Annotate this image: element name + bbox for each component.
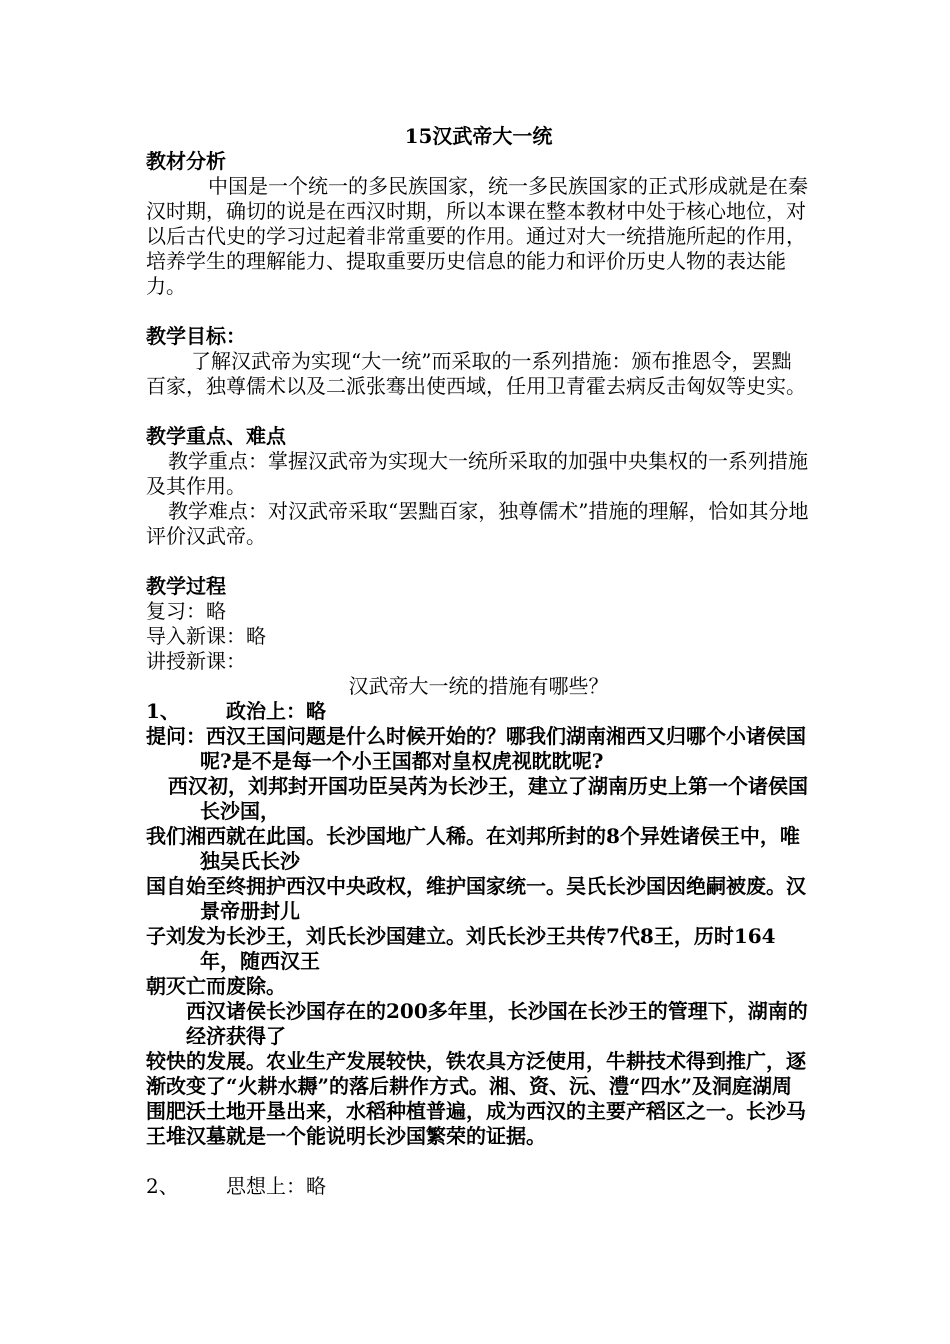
item-1 — [146, 699, 811, 724]
question-line: 汉武帝大一统的措施有哪些？ — [348, 674, 609, 698]
difficulty-paragraph: 教学难点：对汉武帝采取“罢黜百家，独尊儒术”措施的理解，恰如其分地评价汉武帝。 — [146, 499, 809, 548]
ask-paragraph: 提问：西汉王国问题是什么时候开始的？哪我们湖南湘西又归哪个小诸侯国呢?是不是每一个小王国都对皇权虎视眈眈呢? — [146, 724, 806, 773]
economy-paragraph: 较快的发展。农业生产发展较快，铁农具方泛使用，牛耕技术得到推广，逐渐改变了“火耕水耨”的落后耕作方式。湘、资、沅、澧“四水”及洞庭湖周围肥沃土地开垦出来，水稻种植普遍，成为西汉的主要产稻区之一。长沙马王堆汉墓就是一个能说明长沙国繁荣的证据。 — [146, 1049, 806, 1148]
history-line-1: 西汉初，刘邦封开国功臣吴芮为长沙王，建立了湖南历史上第一个诸侯国长沙国， — [168, 774, 808, 823]
item-1-text: 政治上：略 — [226, 699, 326, 723]
document-title: 15汉武帝大一统 — [404, 124, 553, 148]
analysis-paragraph: 中国是一个统一的多民族国家，统一多民族国家的正式形成就是在秦汉时期，确切的说是在西汉时期，所以本课在整本教材中处于核心地位，对以后古代史的学习过起着非常重要的作用。通过对大一统措施所起的作用，培养学生的理解能力、提取重要历史信息的能力和评价历史人物的表达能力。 — [146, 174, 808, 298]
intro-line: 导入新课：略 — [146, 624, 266, 648]
section-heading-key-points: 教学重点、难点 — [146, 424, 286, 448]
item-1-number: 1、 — [146, 699, 180, 723]
teach-line: 讲授新课： — [146, 649, 246, 673]
item-2-number: 2、 — [146, 1174, 179, 1198]
history-line-2: 我们湘西就在此国。长沙国地广人稀。在刘邦所封的8个异姓诸侯王中，唯独吴氏长沙 — [146, 824, 800, 873]
history-line-5: 朝灭亡而废除。 — [146, 974, 286, 998]
history-line-4: 子刘发为长沙王，刘氏长沙国建立。刘氏长沙王共传7代8王，历时164年，随西汉王 — [146, 924, 776, 973]
section-heading-goals: 教学目标： — [146, 324, 246, 348]
document-page — [146, 124, 811, 1199]
item-2-text: 思想上：略 — [226, 1174, 326, 1198]
history-line-6: 西汉诸侯长沙国存在的200多年里，长沙国在长沙王的管理下，湖南的经济获得了 — [186, 999, 808, 1048]
goals-paragraph: 了解汉武帝为实现“大一统”而采取的一系列措施：颁布推恩令，罢黜百家，独尊儒术以及二派张骞出使西域，任用卫青霍去病反击匈奴等史实。 — [146, 349, 806, 398]
section-heading-analysis: 教材分析 — [146, 149, 226, 173]
review-line: 复习：略 — [146, 599, 226, 623]
key-point-paragraph: 教学重点：掌握汉武帝为实现大一统所采取的加强中央集权的一系列措施及其作用。 — [146, 449, 808, 498]
section-heading-process: 教学过程 — [146, 574, 226, 598]
history-line-3: 国自始至终拥护西汉中央政权，维护国家统一。吴氏长沙国因绝嗣被废。汉景帝册封儿 — [146, 874, 806, 923]
item-2 — [146, 1174, 811, 1199]
